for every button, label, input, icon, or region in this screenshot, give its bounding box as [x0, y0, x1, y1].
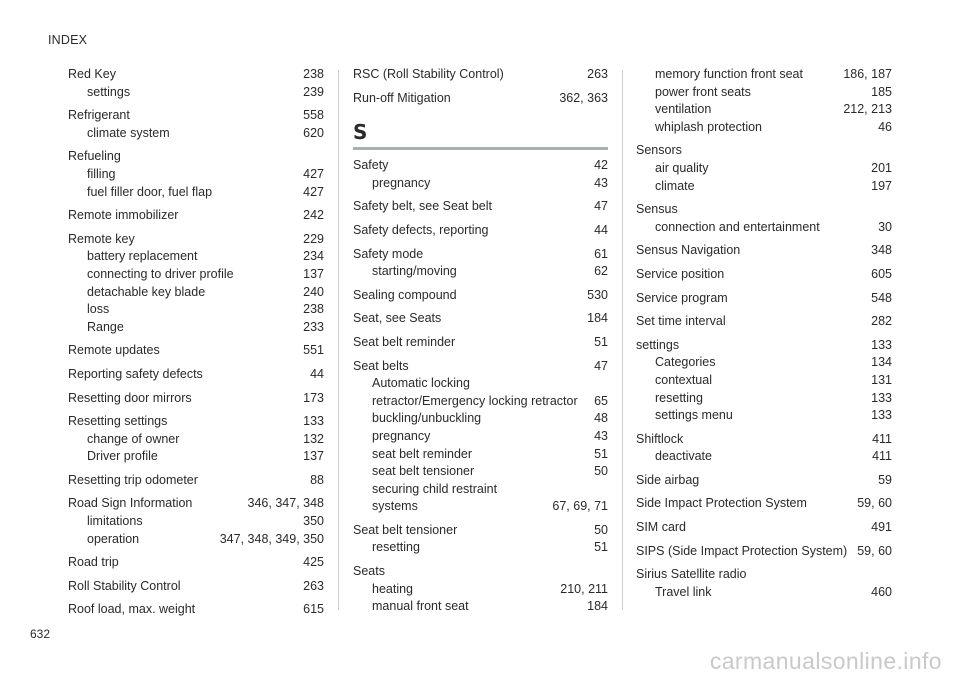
index-subentry-row [636, 66, 892, 84]
page-reference: 133 [871, 390, 892, 405]
page-reference: 427 [303, 166, 324, 181]
index-subentry-row [68, 125, 324, 143]
subentry-term: settings [87, 84, 131, 99]
page-reference: 229 [303, 231, 324, 246]
page-reference: 605 [871, 266, 892, 281]
entry-term: Resetting settings [68, 414, 168, 429]
page-reference: 238 [303, 302, 324, 317]
page-reference: 47 [594, 358, 608, 373]
page-reference: 242 [303, 208, 324, 223]
index-entry-row [353, 522, 608, 540]
page-reference: 59, 60 [857, 543, 892, 558]
subentry-term: filling [87, 166, 116, 181]
page-reference: 43 [594, 428, 608, 443]
index-entry [636, 142, 892, 195]
entry-term: SIPS (Side Impact Protection System) [636, 543, 848, 558]
index-entry-row [353, 90, 608, 108]
subentry-term: detachable key blade [87, 284, 206, 299]
index-subentry-row [353, 539, 608, 557]
subentry-term: manual front seat [372, 599, 469, 614]
entry-term: Side Impact Protection System [636, 496, 807, 511]
entry-term: Reporting safety defects [68, 366, 203, 381]
page-reference: 30 [878, 219, 892, 234]
page-reference: 411 [872, 431, 892, 446]
subentry-term: settings menu [655, 408, 733, 423]
page-reference: 62 [594, 264, 608, 279]
page-reference: 51 [594, 334, 608, 349]
subentry-term: starting/moving [372, 264, 457, 279]
subentry-term: fuel filler door, fuel flap [87, 184, 213, 199]
entry-term: RSC (Roll Stability Control) [353, 67, 504, 81]
subentry-term: Automatic locking retractor/Emergency locking retractor [372, 376, 578, 408]
index-subentry-row [636, 407, 892, 425]
page-reference: 233 [303, 319, 324, 334]
page-reference: 491 [871, 520, 892, 535]
page-reference: 425 [303, 555, 324, 570]
subentry-term: power front seats [655, 84, 751, 99]
page-reference: 620 [303, 125, 324, 140]
index-entry-row [353, 222, 608, 240]
index-subentry-row [353, 263, 608, 281]
page-header: INDEX [48, 33, 88, 47]
index-subentry-row [68, 84, 324, 102]
page-reference: 47 [594, 199, 608, 214]
index-entry [68, 472, 324, 490]
page-reference: 234 [303, 249, 324, 264]
index-entry [353, 90, 608, 108]
index-entry-row [68, 472, 324, 490]
index-entry [636, 566, 892, 601]
index-entry [636, 201, 892, 236]
index-entry [353, 287, 608, 305]
entry-term: SIM card [636, 520, 687, 535]
entry-term: Sirius Satellite radio [636, 567, 747, 582]
entry-term: Seat belt tensioner [353, 522, 458, 537]
index-entry-row [353, 66, 608, 84]
page-reference: 46 [878, 119, 892, 134]
subentry-term: connection and entertainment [655, 219, 820, 234]
subentry-term: deactivate [655, 449, 712, 464]
subentry-term: ventilation [655, 102, 712, 117]
page-reference: 173 [303, 390, 324, 405]
subentry-term: Categories [655, 355, 716, 370]
index-subentry-row [68, 531, 324, 549]
subentry-term: battery replacement [87, 249, 198, 264]
entry-term: Sensus Navigation [636, 243, 741, 258]
page-reference: 51 [594, 540, 608, 555]
page-reference: 263 [303, 578, 324, 593]
index-entry [68, 366, 324, 384]
subentry-term: limitations [87, 514, 143, 529]
index-subentry-row [353, 598, 608, 616]
page-reference: 238 [303, 67, 324, 81]
index-entry [68, 342, 324, 360]
page-reference: 551 [303, 343, 324, 358]
index-subentry-row [636, 390, 892, 408]
page-reference: 427 [303, 184, 324, 199]
index-entry [636, 313, 892, 331]
index-entry-row [68, 107, 324, 125]
page-reference: 212, 213 [843, 102, 892, 117]
page-reference: 184 [587, 599, 608, 614]
subentry-term: operation [87, 531, 140, 546]
index-entry-row [636, 519, 892, 537]
index-subentry-row [68, 184, 324, 202]
subentry-term: Driver profile [87, 449, 158, 464]
page-reference: 460 [871, 584, 892, 599]
index-subentry-row [353, 175, 608, 193]
entry-term: Safety defects, reporting [353, 222, 489, 237]
index-entry [68, 207, 324, 225]
index-entry [353, 222, 608, 240]
entry-term: Remote immobilizer [68, 208, 179, 223]
page-reference: 50 [594, 522, 608, 537]
entry-term: Run-off Mitigation [353, 90, 451, 105]
index-entry-row [68, 578, 324, 596]
index-entry-row [353, 198, 608, 216]
index-entry [353, 66, 608, 84]
index-entry [636, 242, 892, 260]
index-entry-row [636, 142, 892, 160]
index-entry-row [68, 342, 324, 360]
index-subentry-row [68, 431, 324, 449]
index-entry [636, 266, 892, 284]
entry-term: Set time interval [636, 314, 726, 329]
index-entry [636, 431, 892, 466]
subentry-term: resetting [655, 390, 703, 405]
index-subentry-row [636, 178, 892, 196]
index-subentry-row [68, 301, 324, 319]
page-reference: 185 [871, 84, 892, 99]
page-reference: 137 [303, 449, 324, 464]
index-subentry-row [68, 448, 324, 466]
page-reference: 43 [594, 175, 608, 190]
index-entry-row [636, 495, 892, 513]
page-reference: 201 [871, 160, 892, 175]
subentry-term: pregnancy [372, 428, 431, 443]
index-entry [353, 310, 608, 328]
column-divider [338, 70, 339, 610]
page-reference: 186, 187 [843, 67, 892, 81]
entry-term: Shiftlock [636, 431, 684, 446]
subentry-term: seat belt tensioner [372, 464, 475, 479]
page-reference: 548 [871, 290, 892, 305]
entry-term: Sensus [636, 202, 678, 217]
index-entry [636, 290, 892, 308]
section-letter: S [353, 120, 368, 145]
subentry-term: connecting to driver profile [87, 266, 234, 281]
index-subentry-row [636, 84, 892, 102]
index-entry [68, 495, 324, 548]
page-reference: 263 [587, 67, 608, 81]
subentry-term: loss [87, 302, 110, 317]
entry-term: Resetting trip odometer [68, 472, 198, 487]
index-entry-row [353, 157, 608, 175]
entry-term: Refrigerant [68, 108, 130, 123]
index-subentry-row [353, 463, 608, 481]
index-entry-row [636, 472, 892, 490]
index-entry [353, 198, 608, 216]
page-reference: 51 [594, 446, 608, 461]
index-entry [68, 554, 324, 572]
page-reference: 240 [303, 284, 324, 299]
index-entry-row [636, 266, 892, 284]
index-entry-row [353, 287, 608, 305]
index-entry [636, 543, 892, 561]
page-reference: 137 [303, 266, 324, 281]
index-entry [353, 334, 608, 352]
page-reference: 65 [594, 393, 608, 408]
index-entry [353, 358, 608, 516]
page-reference: 210, 211 [560, 581, 608, 596]
entry-term: Remote key [68, 231, 135, 246]
index-subentry-row [636, 354, 892, 372]
index-entry [636, 337, 892, 425]
subentry-term: resetting [372, 540, 420, 555]
page-reference: 132 [303, 431, 324, 446]
page-reference: 411 [872, 449, 892, 464]
entry-term: Roof load, max. weight [68, 602, 196, 617]
page-reference: 558 [303, 108, 324, 123]
index-entry-row [353, 310, 608, 328]
page-reference: 362, 363 [559, 90, 608, 105]
index-entry-row [353, 358, 608, 376]
index-entry-row [636, 313, 892, 331]
page-reference: 134 [871, 355, 892, 370]
subentry-term: Range [87, 319, 124, 334]
index-entry [353, 522, 608, 557]
page-reference: 197 [871, 178, 892, 193]
index-entry [353, 563, 608, 616]
index-entry-row [68, 231, 324, 249]
page-reference: 530 [587, 287, 608, 302]
index-entry-row [353, 334, 608, 352]
index-column-3 [636, 66, 892, 607]
subentry-term: climate system [87, 125, 170, 140]
page-reference: 282 [871, 314, 892, 329]
subentry-term: change of owner [87, 431, 180, 446]
subentry-term: memory function front seat [655, 67, 803, 81]
index-entry [68, 413, 324, 466]
page-number: 632 [30, 627, 51, 641]
page-reference: 131 [871, 372, 892, 387]
index-entry [353, 246, 608, 281]
page-reference: 48 [594, 411, 608, 426]
page-reference: 61 [594, 246, 608, 261]
entry-term: Red Key [68, 67, 116, 81]
index-subentry-row [636, 448, 892, 466]
index-subentry-row [353, 446, 608, 464]
index-entry [636, 472, 892, 490]
index-subentry-row [636, 119, 892, 137]
page-reference: 59, 60 [857, 496, 892, 511]
section-header [353, 117, 608, 150]
page-reference: 42 [594, 158, 608, 173]
entry-term: Seat, see Seats [353, 311, 442, 326]
index-entry-row [636, 431, 892, 449]
index-entry-row [68, 601, 324, 619]
subentry-term: air quality [655, 160, 709, 175]
entry-term: Service program [636, 290, 728, 305]
subentry-term: whiplash protection [655, 119, 763, 134]
index-subentry-row [353, 481, 608, 516]
entry-term: Road trip [68, 555, 119, 570]
index-entry [636, 66, 892, 136]
index-subentry-row [68, 284, 324, 302]
entry-term: Safety mode [353, 246, 424, 261]
subentry-term: climate [655, 178, 695, 193]
index-subentry-row [636, 101, 892, 119]
entry-term: Seats [353, 564, 385, 579]
index-subentry-row [68, 166, 324, 184]
index-entry [68, 601, 324, 619]
index-entry [68, 231, 324, 337]
subentry-term: pregnancy [372, 175, 431, 190]
subentry-term: securing child restraint systems [372, 481, 498, 514]
column-divider [622, 70, 623, 610]
index-entry [68, 148, 324, 201]
index-entry [353, 157, 608, 192]
index-subentry-row [636, 160, 892, 178]
index-entry-row [636, 290, 892, 308]
index-column-2 [353, 66, 608, 622]
page-reference: 133 [871, 408, 892, 423]
index-entry [68, 107, 324, 142]
index-column-1 [68, 66, 324, 625]
page-reference: 44 [594, 222, 608, 237]
page-reference: 88 [310, 472, 324, 487]
index-subentry-row [68, 248, 324, 266]
index-entry-row [636, 242, 892, 260]
page-reference: 59 [878, 472, 892, 487]
entry-term: Service position [636, 266, 725, 281]
page-reference: 133 [303, 414, 324, 429]
index-entry [68, 390, 324, 408]
page-reference: 44 [310, 366, 324, 381]
subentry-term: buckling/unbuckling [372, 411, 482, 426]
index-entry-row [68, 390, 324, 408]
entry-term: Road Sign Information [68, 496, 193, 511]
page-reference: 184 [587, 311, 608, 326]
page-reference: 239 [303, 84, 324, 99]
index-subentry-row [353, 581, 608, 599]
index-subentry-row [636, 584, 892, 602]
index-entry-row [353, 563, 608, 581]
entry-term: Remote updates [68, 343, 160, 358]
index-subentry-row [353, 375, 608, 410]
subentry-term: seat belt reminder [372, 446, 473, 461]
page-reference: 347, 348, 349, 350 [219, 531, 324, 546]
entry-term: Sensors [636, 143, 682, 158]
page-reference: 350 [303, 514, 324, 529]
entry-term: Safety belt, see Seat belt [353, 199, 492, 214]
page-reference: 346, 347, 348 [247, 496, 324, 511]
index-entry [68, 66, 324, 101]
index-entry-row [68, 207, 324, 225]
entry-term: Resetting door mirrors [68, 390, 192, 405]
index-entry-row [68, 495, 324, 513]
index-entry-row [68, 66, 324, 84]
subentry-term: contextual [655, 372, 712, 387]
index-entry [636, 519, 892, 537]
section-rule [353, 147, 608, 150]
page-reference: 133 [871, 337, 892, 352]
index-subentry-row [636, 219, 892, 237]
index-subentry-row [636, 372, 892, 390]
index-subentry-row [68, 319, 324, 337]
entry-term: Roll Stability Control [68, 578, 181, 593]
index-subentry-row [68, 513, 324, 531]
index-entry-row [636, 566, 892, 584]
page-reference: 67, 69, 71 [552, 499, 608, 514]
index-subentry-row [353, 428, 608, 446]
page-reference: 615 [303, 602, 324, 617]
entry-term: Refueling [68, 149, 121, 164]
index-entry-row [68, 413, 324, 431]
page-reference: 348 [871, 243, 892, 258]
index-entry [68, 578, 324, 596]
page-reference: 50 [594, 464, 608, 479]
index-entry [636, 495, 892, 513]
entry-term: Safety [353, 158, 389, 173]
index-entry-row [353, 246, 608, 264]
entry-term: settings [636, 337, 680, 352]
entry-term: Seat belt reminder [353, 334, 456, 349]
index-entry-row [68, 366, 324, 384]
index-entry-row [68, 148, 324, 166]
subentry-term: Travel link [655, 584, 712, 599]
index-entry-row [636, 543, 892, 561]
watermark: carmanualsonline.info [709, 648, 942, 674]
entry-term: Seat belts [353, 358, 409, 373]
index-subentry-row [353, 410, 608, 428]
subentry-term: heating [372, 581, 414, 596]
index-entry-row [636, 337, 892, 355]
entry-term: Sealing compound [353, 287, 457, 302]
entry-term: Side airbag [636, 472, 700, 487]
index-entry-row [636, 201, 892, 219]
index-subentry-row [68, 266, 324, 284]
index-entry-row [68, 554, 324, 572]
